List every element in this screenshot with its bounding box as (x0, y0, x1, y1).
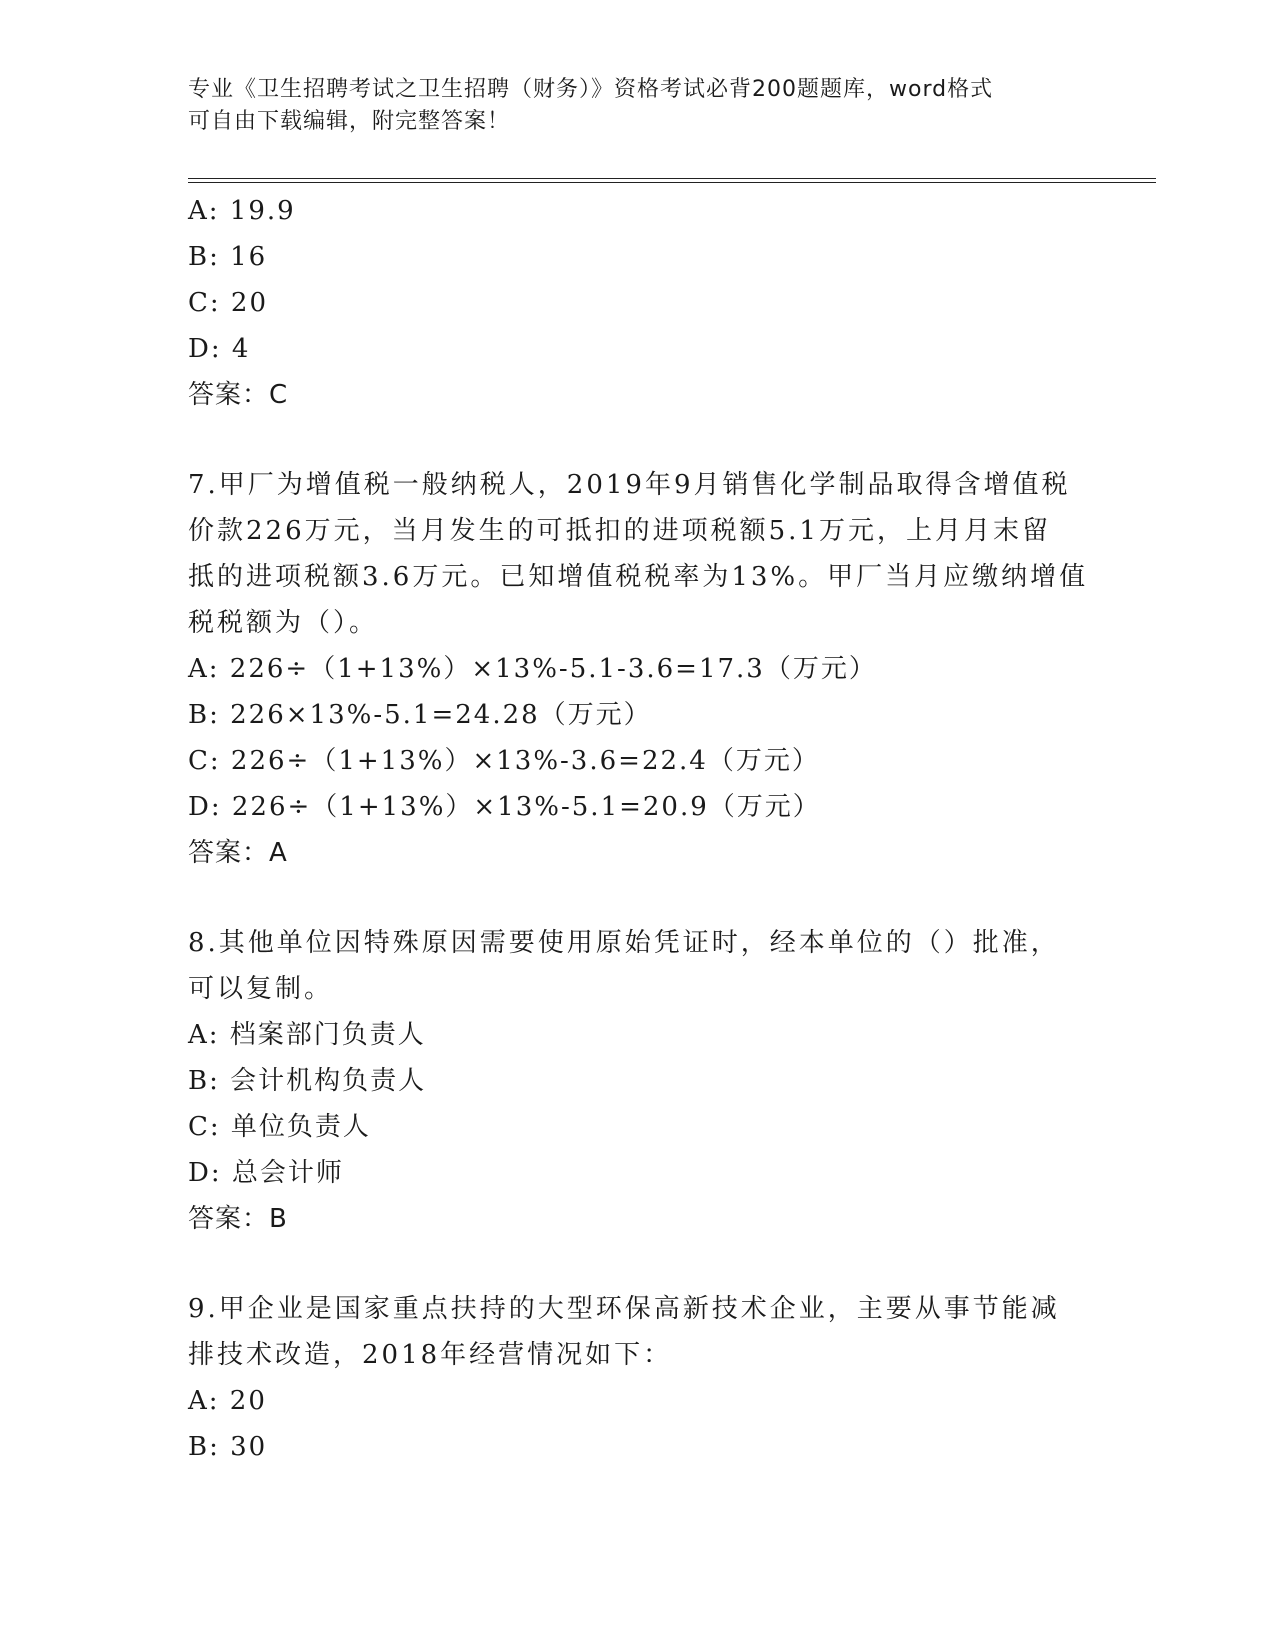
question-8 (188, 920, 1088, 1242)
question-content (188, 188, 1088, 1470)
spacer (188, 876, 1088, 920)
option-b: B: 16 (188, 242, 268, 272)
question-text-line: 7.甲厂为增值税一般纳税人，2019年9月销售化学制品取得含增值税 (188, 470, 1071, 500)
document-header (188, 74, 1088, 138)
option-b: B: 30 (188, 1432, 268, 1462)
option-b: B: 会计机构负责人 (188, 1066, 427, 1096)
option-d: D: 总会计师 (188, 1158, 344, 1188)
header-title-line-1: 专业《卫生招聘考试之卫生招聘（财务）》资格考试必背200题题库，word格式 (188, 77, 994, 102)
question-7 (188, 462, 1088, 876)
option-d: D: 226÷（1+13%）×13%-5.1=20.9（万元） (188, 792, 821, 822)
option-a: A: 226÷（1+13%）×13%-5.1-3.6=17.3（万元） (188, 654, 877, 684)
question-text-line: 排技术改造，2018年经营情况如下： (188, 1340, 673, 1370)
option-a: A: 档案部门负责人 (188, 1020, 426, 1050)
header-title-line-2: 可自由下载编辑，附完整答案！ (188, 109, 511, 134)
question-text-line: 税税额为（）。 (188, 608, 379, 638)
spacer (188, 1242, 1088, 1286)
question-text-line: 8.其他单位因特殊原因需要使用原始凭证时，经本单位的（）批准， (188, 928, 1060, 958)
option-d: D: 4 (188, 334, 251, 364)
option-c: C: 226÷（1+13%）×13%-3.6=22.4（万元） (188, 746, 820, 776)
question-text-line: 抵的进项税额3.6万元。已知增值税税率为13%。甲厂当月应缴纳增值 (188, 562, 1089, 592)
question-9 (188, 1286, 1088, 1470)
question-text-line: 可以复制。 (188, 974, 334, 1004)
header-double-rule (188, 178, 1156, 183)
option-c: C: 单位负责人 (188, 1112, 371, 1142)
answer-line: 答案：B (188, 1204, 288, 1234)
question-text-line: 价款226万元，当月发生的可抵扣的进项税额5.1万元，上月月末留 (188, 516, 1051, 546)
question-text-line: 9.甲企业是国家重点扶持的大型环保高新技术企业，主要从事节能减 (188, 1294, 1060, 1324)
answer-line: 答案：C (188, 380, 289, 410)
question-6-options (188, 188, 1088, 418)
option-a: A: 19.9 (188, 196, 296, 226)
option-b: B: 226×13%-5.1=24.28（万元） (188, 700, 652, 730)
answer-line: 答案：A (188, 838, 288, 868)
spacer (188, 418, 1088, 462)
option-c: C: 20 (188, 288, 269, 318)
option-a: A: 20 (188, 1386, 267, 1416)
